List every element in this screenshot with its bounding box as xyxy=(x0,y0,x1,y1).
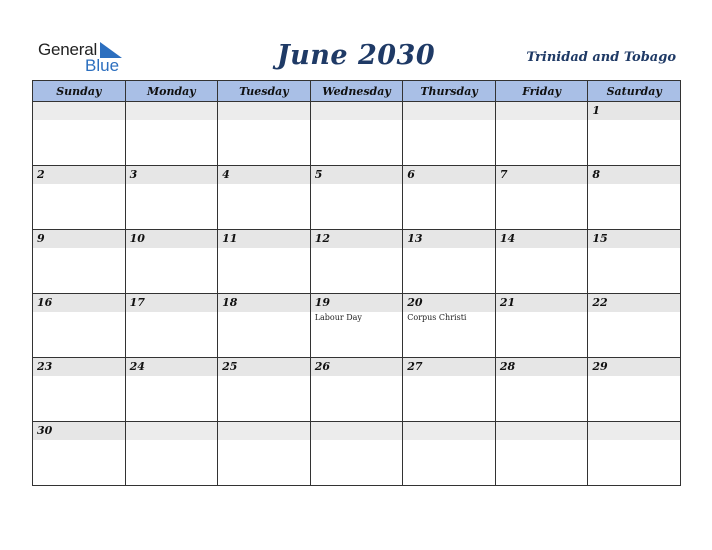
empty-day-cell xyxy=(310,422,403,486)
day-cell xyxy=(125,358,218,422)
day-number xyxy=(218,422,310,440)
day-number: 2 xyxy=(33,166,125,184)
weekday-header: Tuesday xyxy=(218,81,311,102)
day-number: 22 xyxy=(588,294,680,312)
day-number: 8 xyxy=(588,166,680,184)
day-cell xyxy=(218,166,311,230)
day-cell xyxy=(588,102,681,166)
weekday-header: Thursday xyxy=(403,81,496,102)
day-number xyxy=(403,102,495,120)
empty-day-cell xyxy=(33,102,126,166)
day-number: 3 xyxy=(126,166,218,184)
day-cell xyxy=(33,230,126,294)
empty-day-cell xyxy=(125,422,218,486)
day-cell xyxy=(588,294,681,358)
day-number: 5 xyxy=(311,166,403,184)
empty-day-cell xyxy=(403,422,496,486)
holiday-label: Labour Day xyxy=(314,313,362,322)
empty-day-cell xyxy=(495,422,588,486)
day-cell xyxy=(588,230,681,294)
day-number: 28 xyxy=(496,358,588,376)
day-cell xyxy=(310,230,403,294)
day-cell xyxy=(495,230,588,294)
day-cell xyxy=(403,358,496,422)
day-number: 24 xyxy=(126,358,218,376)
day-cell xyxy=(495,294,588,358)
month-calendar xyxy=(32,80,681,486)
day-number: 12 xyxy=(311,230,403,248)
day-number xyxy=(496,422,588,440)
weekday-header: Wednesday xyxy=(310,81,403,102)
generalblue-logo xyxy=(38,40,138,76)
day-number xyxy=(403,422,495,440)
empty-day-cell xyxy=(125,102,218,166)
day-number: 18 xyxy=(218,294,310,312)
holiday-label: Corpus Christi xyxy=(407,313,467,322)
day-number xyxy=(33,102,125,120)
day-number xyxy=(311,422,403,440)
day-cell xyxy=(310,166,403,230)
day-number: 15 xyxy=(588,230,680,248)
day-number: 19 xyxy=(311,294,403,312)
day-number: 26 xyxy=(311,358,403,376)
logo-blue-text: Blue xyxy=(85,56,120,75)
day-cell xyxy=(218,294,311,358)
day-cell xyxy=(403,230,496,294)
day-number: 25 xyxy=(218,358,310,376)
day-number xyxy=(588,422,680,440)
day-cell xyxy=(125,294,218,358)
week-row xyxy=(33,422,681,486)
day-number: 29 xyxy=(588,358,680,376)
weekday-header: Monday xyxy=(125,81,218,102)
week-row xyxy=(33,166,681,230)
day-cell xyxy=(495,166,588,230)
day-number: 7 xyxy=(496,166,588,184)
day-number: 6 xyxy=(403,166,495,184)
day-number xyxy=(126,422,218,440)
empty-day-cell xyxy=(218,102,311,166)
week-row xyxy=(33,230,681,294)
day-cell xyxy=(33,166,126,230)
day-number: 27 xyxy=(403,358,495,376)
weekday-header: Friday xyxy=(495,81,588,102)
weekday-header: Sunday xyxy=(33,81,126,102)
day-number: 17 xyxy=(126,294,218,312)
empty-day-cell xyxy=(403,102,496,166)
calendar-title: June 2030 xyxy=(276,40,436,71)
day-number: 9 xyxy=(33,230,125,248)
day-number: 1 xyxy=(588,102,680,120)
day-cell xyxy=(33,358,126,422)
day-number: 4 xyxy=(218,166,310,184)
weekday-header: Saturday xyxy=(588,81,681,102)
logo-general-text: General xyxy=(38,40,98,59)
empty-day-cell xyxy=(310,102,403,166)
day-cell xyxy=(33,422,126,486)
day-cell xyxy=(495,358,588,422)
day-number xyxy=(311,102,403,120)
day-number: 21 xyxy=(496,294,588,312)
day-cell xyxy=(310,358,403,422)
week-row xyxy=(33,102,681,166)
day-cell xyxy=(588,166,681,230)
day-cell xyxy=(310,294,403,358)
weekday-header-row xyxy=(33,81,681,102)
calendar-body xyxy=(33,102,681,486)
empty-day-cell xyxy=(588,422,681,486)
week-row xyxy=(33,294,681,358)
day-number: 11 xyxy=(218,230,310,248)
day-cell xyxy=(588,358,681,422)
day-number: 23 xyxy=(33,358,125,376)
day-number: 10 xyxy=(126,230,218,248)
week-row xyxy=(33,358,681,422)
day-number: 14 xyxy=(496,230,588,248)
day-number: 13 xyxy=(403,230,495,248)
day-cell xyxy=(125,230,218,294)
empty-day-cell xyxy=(495,102,588,166)
day-number xyxy=(126,102,218,120)
day-cell xyxy=(33,294,126,358)
day-number xyxy=(496,102,588,120)
day-cell xyxy=(218,230,311,294)
empty-day-cell xyxy=(218,422,311,486)
country-name: Trinidad and Tobago xyxy=(526,50,676,65)
day-cell xyxy=(125,166,218,230)
day-cell xyxy=(218,358,311,422)
day-cell xyxy=(403,166,496,230)
day-number: 16 xyxy=(33,294,125,312)
day-number: 20 xyxy=(403,294,495,312)
day-number: 30 xyxy=(33,422,125,440)
day-number xyxy=(218,102,310,120)
day-cell xyxy=(403,294,496,358)
